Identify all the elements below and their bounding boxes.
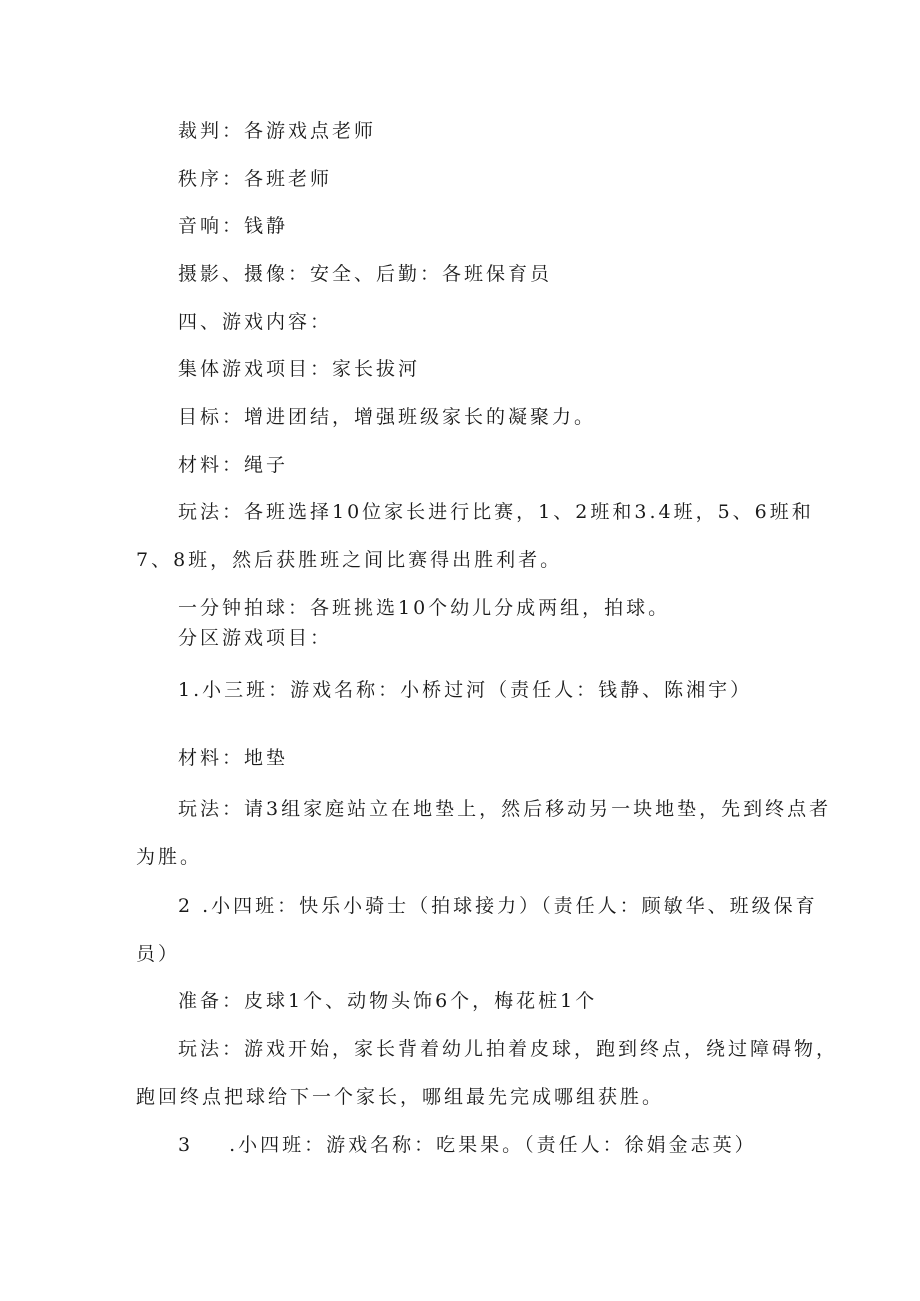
play-rules-line: 玩法：请3组家庭站立在地垫上，然后移动另一块地垫，先到终点者: [178, 798, 832, 820]
play-rules-continuation: 跑回终点把球给下一个家长，哪组最先完成哪组获胜。: [136, 1086, 665, 1108]
zone-games-heading: 分区游戏项目：: [178, 627, 333, 649]
play-rules-continuation: 7、8班，然后获胜班之间比赛得出胜利者。: [136, 549, 563, 571]
play-rules-line: 玩法：游戏开始，家长背着幼儿拍着皮球，跑到终点，绕过障碍物，: [178, 1038, 839, 1060]
item-3-line: [178, 1133, 757, 1157]
photo-line: 摄影、摄像：安全、后勤：各班保育员: [178, 263, 553, 285]
play-rules-line: 玩法：各班选择10位家长进行比赛，1、2班和3.4班，5、6班和: [178, 501, 814, 523]
item-1-line: 1.小三班：游戏名称：小桥过河（责任人：钱静、陈湘宇）: [178, 679, 753, 701]
goal-line: 目标：增进团结，增强班级家长的凝聚力。: [178, 406, 597, 428]
material-line: 材料：绳子: [178, 454, 289, 476]
group-game-line: 集体游戏项目：家长拔河: [178, 358, 421, 380]
order-line: 秩序：各班老师: [178, 168, 333, 190]
item-2-text: .小四班：快乐小骑士（拍球接力）（责任人：顾敏华、班级保育: [202, 895, 818, 917]
play-rules-continuation: 为胜。: [136, 846, 203, 868]
bounce-ball-line: 一分钟拍球：各班挑选10个幼儿分成两组，拍球。: [178, 597, 671, 619]
item-3-text: .小四班：游戏名称：吃果果。（责任人：徐娟金志英）: [229, 1134, 757, 1156]
item-2-line: [178, 894, 818, 918]
referee-line: 裁判：各游戏点老师: [178, 120, 377, 142]
item-3-number: 3: [178, 1134, 194, 1156]
sound-line: 音响：钱静: [178, 215, 289, 237]
material-line: 材料：地垫: [178, 747, 289, 769]
item-2-number: 2: [178, 895, 194, 917]
item-2-continuation: 员）: [136, 943, 181, 965]
section-heading: 四、游戏内容：: [178, 311, 333, 333]
prep-line: 准备：皮球1个、动物头饰6个，梅花桩1个: [178, 990, 598, 1012]
